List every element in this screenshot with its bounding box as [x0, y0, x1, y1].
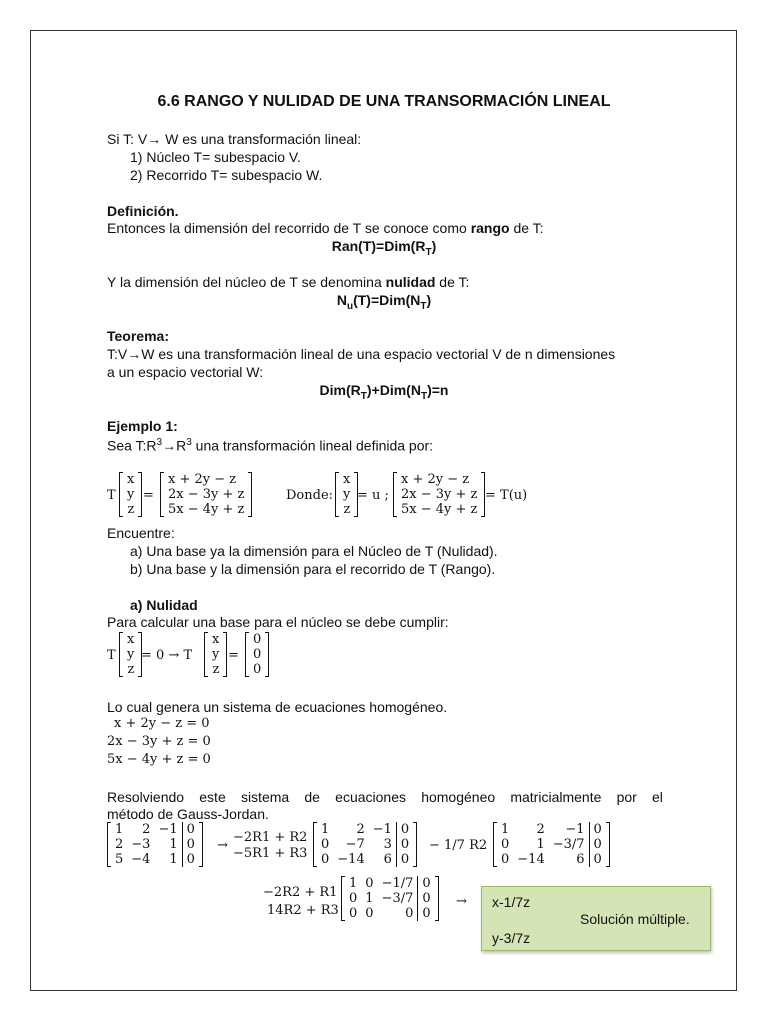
- teorema-heading: Teorema:: [107, 328, 169, 344]
- t-label-2: T: [107, 648, 116, 663]
- u-vector: x y z: [335, 472, 358, 517]
- t-definition-vector: x + 2y − z 2x − 3y + z 5x − 4y + z: [160, 472, 252, 517]
- op-1a: −2R1 + R2: [233, 830, 308, 845]
- nulidad-line: Para calcular una base para el núcleo se debe cumplir:: [107, 614, 449, 630]
- solution-line-1: x-1/7z: [492, 894, 531, 910]
- definicion-line-1: Entonces la dimensión del recorrido de T se conoce como rango de T:: [107, 220, 544, 236]
- arrow-1: →: [217, 838, 228, 853]
- intro-line: Si T: V→ W es una transformación lineal:: [107, 131, 362, 147]
- u-equals: = u ;: [357, 488, 389, 503]
- nulidad-heading: a) Nulidad: [130, 597, 198, 613]
- tu-label: = T(u): [485, 488, 528, 503]
- donde-label: Donde:: [286, 488, 334, 503]
- op-2: − 1/7 R2: [429, 838, 488, 853]
- op-3a: −2R2 + R1: [263, 885, 338, 900]
- definicion-line-2: Y la dimensión del núcleo de T se denomina nulidad de T:: [107, 274, 470, 290]
- sistema-line: Lo cual genera un sistema de ecuaciones homogéneo.: [107, 699, 448, 715]
- matrix-1: 1 2 −1 0 2 −3 1 0 5 −4 1 0: [107, 822, 203, 867]
- arrow-2: →: [456, 894, 467, 909]
- matrix-3: 1 2 −1 0 0 1 −3/7 0 0 −14 6 0: [493, 822, 610, 867]
- equation-1: x + 2y − z = 0: [114, 716, 210, 731]
- definicion-heading: Definición.: [107, 203, 179, 219]
- xyz-vector-2: x y z: [119, 632, 142, 677]
- task-b: b) Una base y la dimensión para el recorrido de T (Rango).: [130, 561, 496, 577]
- zero-vector: 0 0 0: [245, 632, 269, 677]
- resolviendo-line-2: método de Gauss-Jordan.: [107, 806, 269, 822]
- teorema-formula: $Dim(R_T)+Dim(N_T)=n$: [319, 382, 449, 402]
- matrix-4: 1 0 −1/7 0 0 1 −3/7 0 0 0 0 0: [341, 876, 439, 921]
- zero-arrow: = 0 → T: [141, 648, 193, 663]
- xyz-vector: x y z: [119, 472, 142, 517]
- resolviendo-line-1: Resolviendo este sistema de ecuaciones homogéneo matricialmente por el: [107, 789, 663, 805]
- intro-item-2: 2) Recorrido T= subespacio W.: [130, 167, 323, 183]
- equals-sign: =: [143, 488, 154, 503]
- solution-line-2: y-3/7z: [492, 930, 531, 946]
- ejemplo-line: Sea $T:R^3\to R^3$ una transformación lineal definida por:: [107, 437, 434, 454]
- teorema-line-1: T:V→W es una transformación lineal de una espacio vectorial V de n dimensiones: [107, 346, 616, 362]
- teorema-line-2: a un espacio vectorial W:: [107, 364, 264, 380]
- matrix-2: 1 2 −1 0 0 −7 3 0 0 −14 6 0: [313, 822, 417, 867]
- intro-item-1: 1) Núcleo T= subespacio V.: [130, 149, 301, 165]
- ejemplo-heading: Ejemplo 1:: [107, 418, 178, 434]
- solution-box: [481, 886, 711, 951]
- encuentre-label: Encuentre:: [107, 525, 175, 541]
- page-title: 6.6 RANGO Y NULIDAD DE UNA TRANSORMACIÓN LINEAL: [157, 93, 611, 110]
- task-a: a) Una base ya la dimensión para el Núcleo de T (Nulidad).: [130, 543, 498, 559]
- equation-3: 5x − 4y + z = 0: [107, 752, 211, 767]
- nulidad-formula: $N_u(T)=Dim(N_T)$: [336, 292, 432, 312]
- xyz-vector-3: x y z: [204, 632, 227, 677]
- equals-sign-2: =: [228, 648, 239, 663]
- t-label: T: [107, 488, 116, 503]
- op-3b: 14R2 + R3: [267, 903, 339, 918]
- op-1b: −5R1 + R3: [233, 846, 308, 861]
- solution-label: Solución múltiple.: [580, 911, 690, 927]
- equation-2: 2x − 3y + z = 0: [107, 734, 211, 749]
- tu-vector: x + 2y − z 2x − 3y + z 5x − 4y + z: [393, 472, 485, 517]
- rango-formula: $Ran(T)=Dim(R_T)$: [331, 238, 437, 258]
